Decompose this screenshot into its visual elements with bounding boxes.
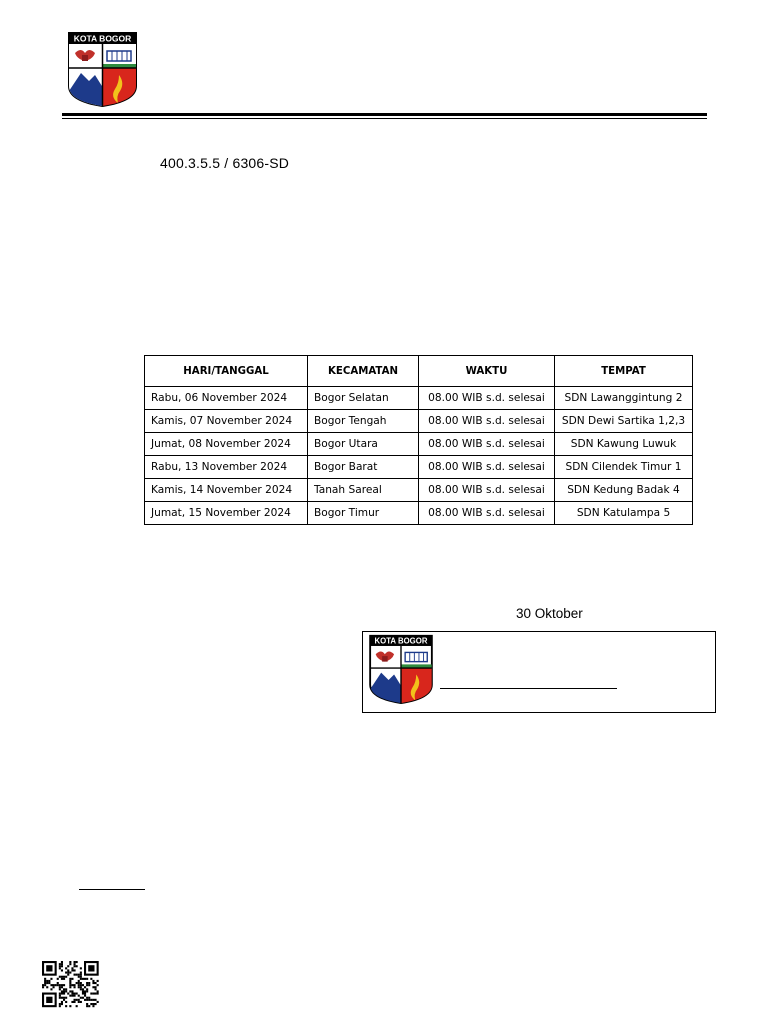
table-row [145,502,693,525]
cell-day: Kamis, 14 November 2024 [145,479,308,502]
table-row [145,456,693,479]
header-rule-thin [62,118,707,119]
cell-kecamatan: Tanah Sareal [308,479,419,502]
table-row [145,479,693,502]
signature-date: 30 Oktober [516,606,583,621]
letter-number: 400.3.5.5 / 6306-SD [160,155,290,171]
cell-time: 08.00 WIB s.d. selesai [419,456,555,479]
cell-place: SDN Kedung Badak 4 [555,479,693,502]
cell-place: SDN Kawung Luwuk [555,433,693,456]
cell-kecamatan: Bogor Tengah [308,410,419,433]
header-hari-tanggal: HARI/TANGGAL [145,356,308,387]
cell-day: Jumat, 08 November 2024 [145,433,308,456]
cell-day: Rabu, 13 November 2024 [145,456,308,479]
cell-kecamatan: Bogor Barat [308,456,419,479]
cell-kecamatan: Bogor Utara [308,433,419,456]
header-rule-thick [62,113,707,116]
signature-line [440,688,617,689]
qr-code-icon [42,961,99,1008]
cell-place: SDN Dewi Sartika 1,2,3 [555,410,693,433]
header-tempat: TEMPAT [555,356,693,387]
table-row [145,410,693,433]
cell-time: 08.00 WIB s.d. selesai [419,433,555,456]
header-kecamatan: KECAMATAN [308,356,419,387]
crest-label: KOTA BOGOR [374,636,428,646]
kota-bogor-crest-icon [67,31,138,107]
crest-label: KOTA BOGOR [73,33,132,44]
schedule-table [144,355,693,525]
cell-time: 08.00 WIB s.d. selesai [419,387,555,410]
cell-place: SDN Katulampa 5 [555,502,693,525]
table-header-row [145,356,693,387]
cell-day: Jumat, 15 November 2024 [145,502,308,525]
cell-time: 08.00 WIB s.d. selesai [419,410,555,433]
kota-bogor-crest-icon [368,634,434,704]
cell-place: SDN Lawanggintung 2 [555,387,693,410]
cell-kecamatan: Bogor Timur [308,502,419,525]
cell-time: 08.00 WIB s.d. selesai [419,502,555,525]
table-row [145,433,693,456]
cell-place: SDN Cilendek Timur 1 [555,456,693,479]
footnote-line [79,889,145,890]
cell-day: Rabu, 06 November 2024 [145,387,308,410]
header-waktu: WAKTU [419,356,555,387]
cell-kecamatan: Bogor Selatan [308,387,419,410]
table-row [145,387,693,410]
cell-day: Kamis, 07 November 2024 [145,410,308,433]
cell-time: 08.00 WIB s.d. selesai [419,479,555,502]
